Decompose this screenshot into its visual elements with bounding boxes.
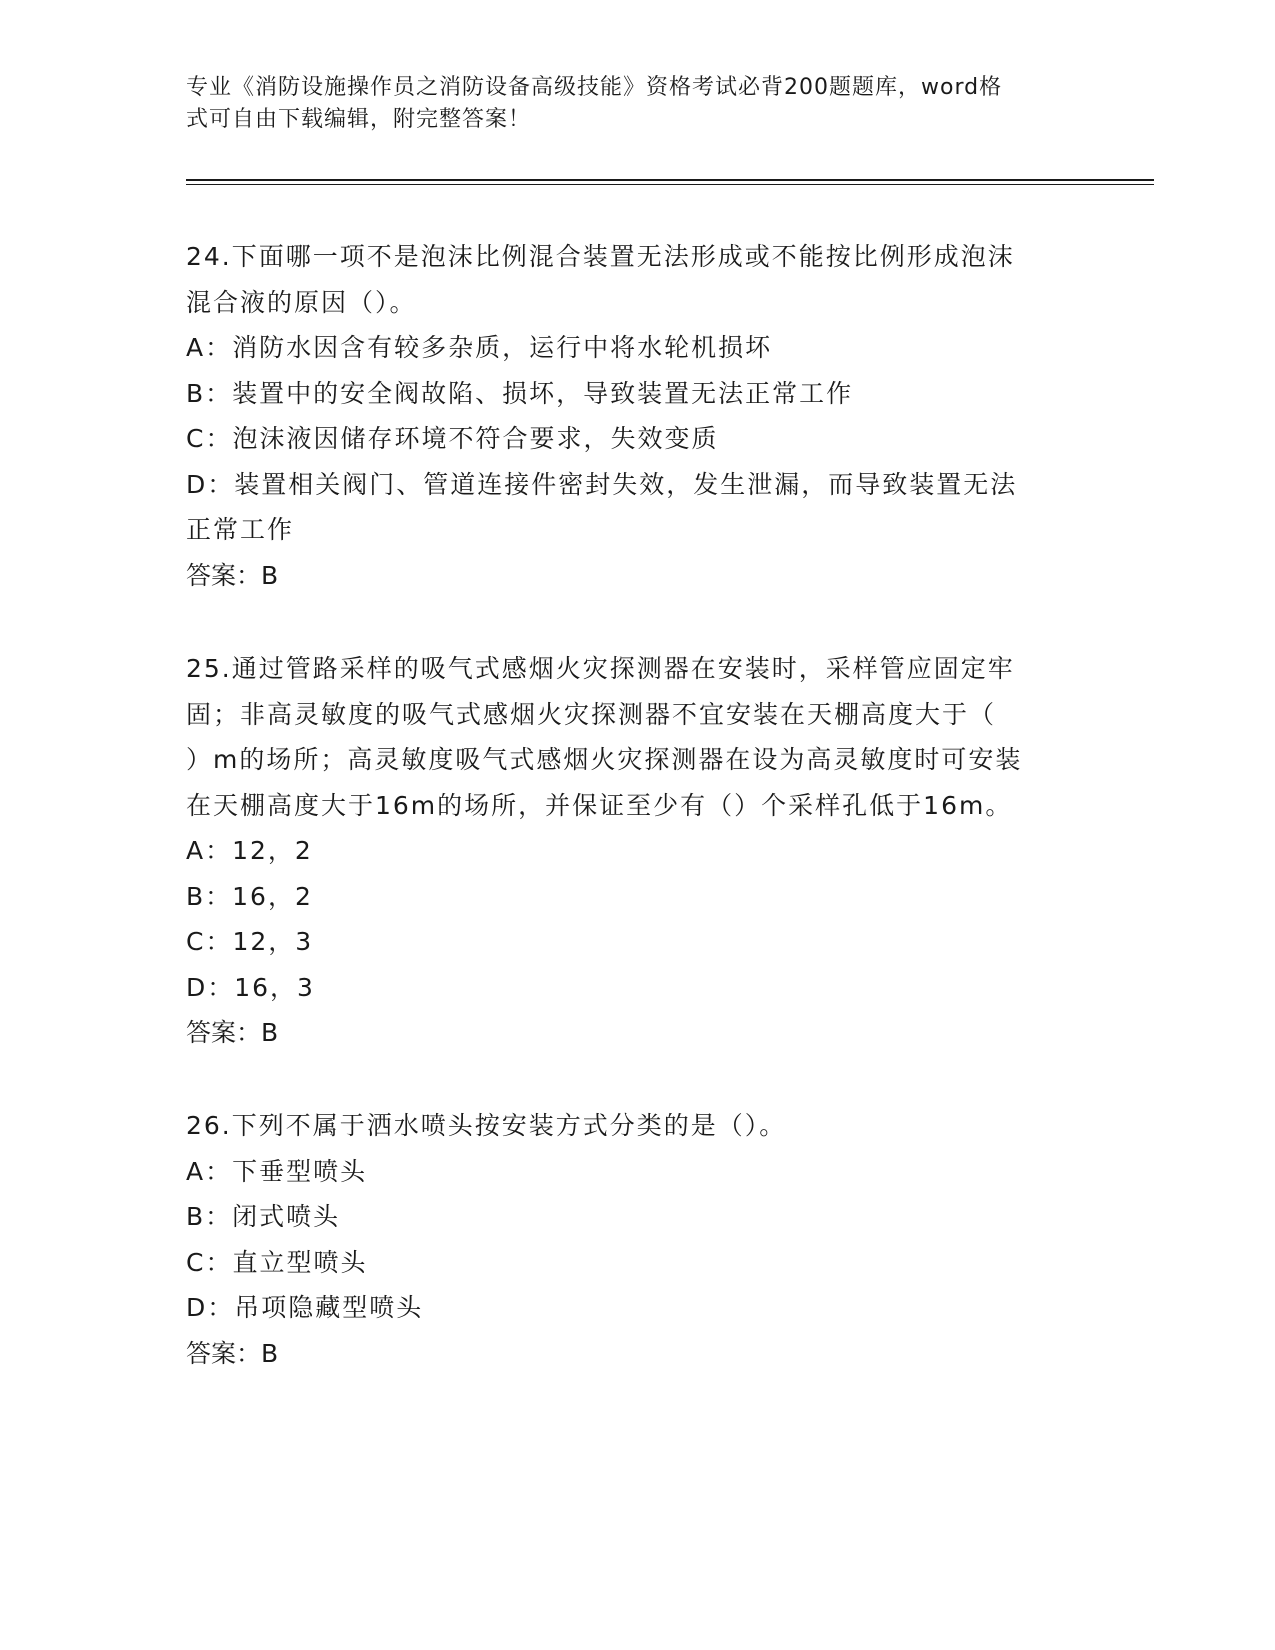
answer-label: 答案：B	[186, 1018, 279, 1047]
question-stem-line: 26.下列不属于洒水喷头按安装方式分类的是（）。	[186, 1111, 787, 1140]
option-c: C：泡沫液因储存环境不符合要求，失效变质	[186, 424, 719, 453]
question-25	[186, 646, 1086, 1056]
answer-label: 答案：B	[186, 1338, 279, 1368]
question-stem-line: 25.通过管路采样的吸气式感烟火灾探测器在安装时，采样管应固定牢	[186, 654, 1015, 683]
option-d: D：16，3	[186, 972, 315, 1002]
option-b: B：16，2	[186, 881, 313, 911]
header-line-2: 式可自由下载编辑，附完整答案！	[186, 107, 532, 132]
option-a: A：12，2	[186, 836, 313, 865]
header-divider-thin	[186, 184, 1154, 185]
header-line-1: 专业《消防设施操作员之消防设备高级技能》资格考试必背200题题库，word格	[186, 75, 1003, 100]
option-a: A：消防水因含有较多杂质，运行中将水轮机损坏	[186, 333, 773, 362]
answer-label: 答案：B	[186, 560, 279, 590]
document-header	[186, 72, 1086, 136]
header-divider-thick	[186, 179, 1154, 181]
question-26	[186, 1103, 1086, 1376]
option-b: B：闭式喷头	[186, 1202, 341, 1231]
option-d: D：装置相关阀门、管道连接件密封失效，发生泄漏，而导致装置无法	[186, 469, 1018, 499]
option-b: B：装置中的安全阀故陷、损坏，导致装置无法正常工作	[186, 378, 854, 408]
question-stem-line: 固；非高灵敏度的吸气式感烟火灾探测器不宜安装在天棚高度大于（	[186, 699, 997, 729]
option-c: C：直立型喷头	[186, 1247, 368, 1277]
question-stem-line: ）m的场所；高灵敏度吸气式感烟火灾探测器在设为高灵敏度时可安装	[186, 745, 1023, 774]
option-c: C：12，3	[186, 927, 314, 956]
option-a: A：下垂型喷头	[186, 1156, 368, 1186]
option-d: D：吊项隐藏型喷头	[186, 1293, 424, 1322]
question-24	[186, 234, 1086, 598]
option-d-continued: 正常工作	[186, 515, 295, 544]
question-stem-line: 在天棚高度大于16m的场所，并保证至少有（）个采样孔低于16m。	[186, 790, 1013, 820]
question-stem-line: 混合液的原因（）。	[186, 287, 417, 317]
question-stem-line: 24.下面哪一项不是泡沫比例混合装置无法形成或不能按比例形成泡沫	[186, 242, 1015, 271]
